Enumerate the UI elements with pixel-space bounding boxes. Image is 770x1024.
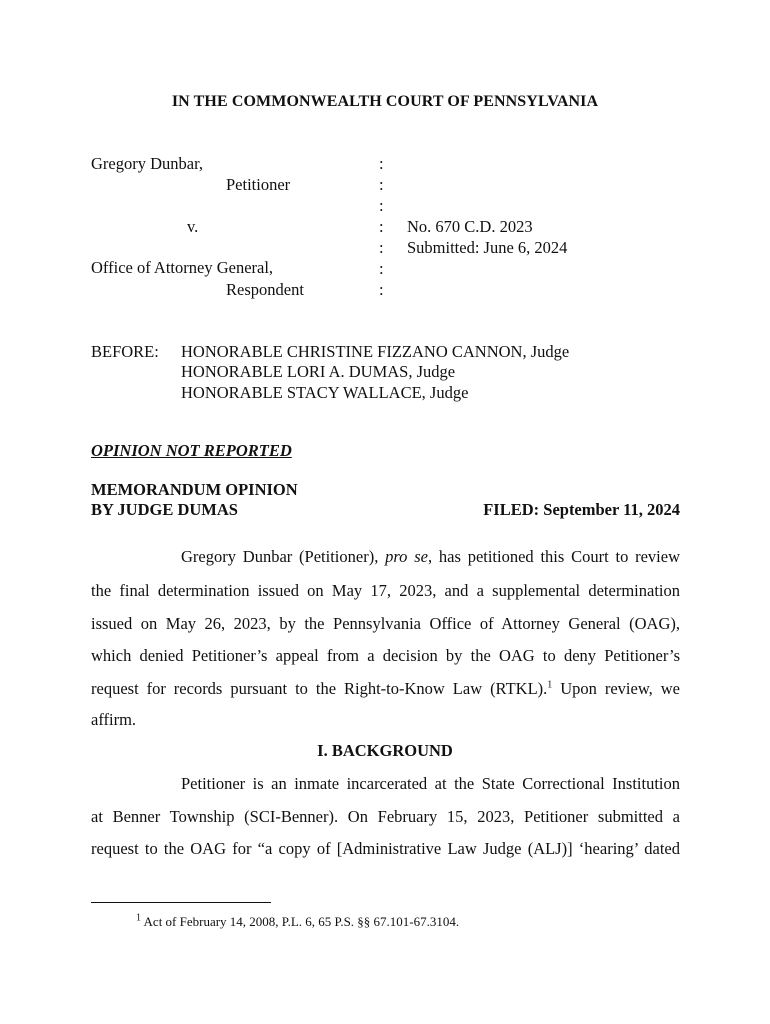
footnote-marker: 1	[136, 912, 141, 924]
before-label: BEFORE:	[91, 342, 159, 361]
submitted-date: Submitted: June 6, 2024	[407, 238, 568, 257]
filed-date: FILED: September 11, 2024	[483, 500, 680, 519]
paragraph-line: which denied Petitioner’s appeal from a decision by the OAG to deny Petitioner’s	[91, 646, 680, 665]
section-heading: I. BACKGROUND	[317, 741, 453, 760]
memorandum-author: BY JUDGE DUMAS	[91, 500, 238, 519]
caption-colon: :	[379, 154, 384, 173]
memorandum-title: MEMORANDUM OPINION	[91, 480, 298, 499]
footnote-reference[interactable]: 1	[547, 679, 553, 691]
paragraph-line: issued on May 26, 2023, by the Pennsylvania Office of Attorney General (OAG),	[91, 614, 680, 633]
caption-colon: :	[379, 217, 384, 236]
footnote-divider	[91, 902, 271, 903]
judge-line: HONORABLE STACY WALLACE, Judge	[181, 383, 469, 402]
paragraph-line	[91, 679, 680, 699]
text-run: request for records pursuant to the Right-to-Know Law (RTKL).	[91, 679, 548, 698]
paragraph-line: request to the OAG for “a copy of [Administrative Law Judge (ALJ)] ‘hearing’ dated	[91, 839, 680, 858]
petitioner-name: Gregory Dunbar,	[91, 154, 204, 173]
petitioner-role: Petitioner	[226, 175, 291, 194]
respondent-name: Office of Attorney General,	[91, 258, 274, 277]
text-run: Upon review, we	[552, 679, 681, 698]
footnote-text: Act of February 14, 2008, P.L. 6, 65 P.S. §§ 67.101-67.3104.	[141, 914, 460, 929]
caption-colon: :	[379, 259, 384, 278]
respondent-role: Respondent	[226, 280, 304, 299]
court-title: IN THE COMMONWEALTH COURT OF PENNSYLVANIA	[171, 93, 599, 110]
paragraph-line: Petitioner is an inmate incarcerated at the State Correctional Institution	[181, 774, 680, 793]
caption-colon: :	[379, 238, 384, 257]
paragraph-line: at Benner Township (SCI-Benner). On February 15, 2023, Petitioner submitted a	[91, 807, 680, 826]
footnote	[136, 914, 459, 930]
judge-line: HONORABLE LORI A. DUMAS, Judge	[181, 362, 456, 381]
docket-number: No. 670 C.D. 2023	[407, 217, 533, 236]
pro-se-term: pro se	[385, 547, 428, 566]
paragraph-line	[181, 547, 680, 567]
versus: v.	[187, 217, 199, 236]
caption-colon: :	[379, 175, 384, 194]
caption-colon: :	[379, 280, 384, 299]
text-run: Gregory Dunbar (Petitioner),	[181, 547, 386, 566]
paragraph-line: the final determination issued on May 17, 2023, and a supplemental determination	[91, 581, 680, 600]
opinion-not-reported: OPINION NOT REPORTED	[91, 441, 292, 460]
caption-colon: :	[379, 196, 384, 215]
judge-line: HONORABLE CHRISTINE FIZZANO CANNON, Judge	[181, 342, 570, 361]
paragraph-line: affirm.	[91, 710, 137, 729]
text-run: , has petitioned this Court to review	[427, 547, 681, 566]
